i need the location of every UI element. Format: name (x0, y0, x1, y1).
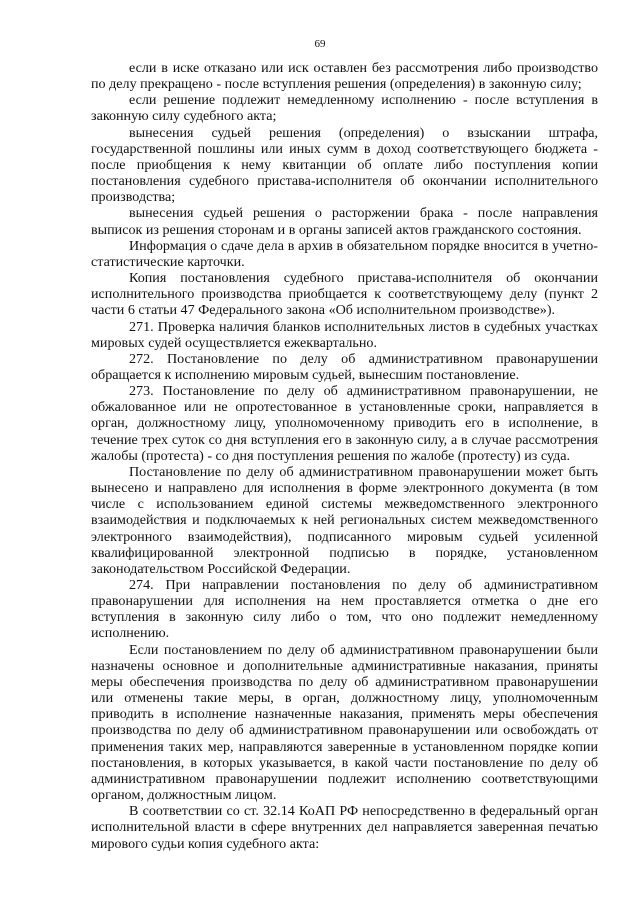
paragraph-bailiff-copy: Копия постановления судебного пристава-исполнителя об окончании исполнительного производства приобщается к соответствующему делу (пункт 2 части 6 статьи 47 Федерального закона «Об исполнительном производстве»). (91, 270, 598, 319)
paragraph-dismissed-claim: если в иске отказано или иск оставлен без рассмотрения либо производство по делу прекращено - после вступления решения (определения) в законную силу; (91, 60, 598, 93)
paragraph-274: 274. При направлении постановления по делу об административном правонарушении для исполнения на нем проставляется отметка о дне его вступления в законную силу либо о том, что оно подлежит немедленному исполнению. (91, 577, 598, 642)
paragraph-additional-penalties: Если постановлением по делу об административном правонарушении были назначены основное и дополнительные административные наказания, приняты меры обеспечения производства по делу об административном правонарушении или отменены такие меры, в орган, должностному лицу, уполномоченным приводить в исполнение назначенные наказания, применять меры обеспечения производства по делу об административном правонарушении или освобождать от применения таких мер, направляются заверенные в установленном порядке копии постановления, в которых указывается, в какой части постановление по делу об административном правонарушении подлежит исполнению соответствующими органом, должностным лицом. (91, 641, 598, 804)
paragraph-271: 271. Проверка наличия бланков исполнительных листов в судебных участках мировых судей осуществляется ежеквартально. (91, 318, 598, 351)
paragraph-archive-info: Информация о сдаче дела в архив в обязательном порядке вносится в учетно-статистические карточки. (91, 237, 598, 270)
paragraph-electronic-document: Постановление по делу об административном правонарушении может быть вынесено и направлено для исполнения в форме электронного документа (в том числе с использованием единой системы межведомственного электронного взаимодействия и подключаемых к ней региональных систем межведомственного электронного взаимодействия), подписанного мировым судьей усиленной квалифицированной электронной подписью в порядке, установленном законодательством Российской Федерации. (91, 463, 598, 577)
paragraph-divorce-decision: вынесения судьей решения о расторжении брака - после направления выписок из решения сторонам и в органы записей актов гражданского состояния. (91, 205, 598, 238)
paragraph-koap-32-14: В соответствии со ст. 32.14 КоАП РФ непосредственно в федеральный орган исполнительной власти в сфере внутренних дел направляется заверенная печатью мирового судьи копия судебного акта: (91, 803, 598, 852)
document-body (91, 60, 598, 852)
page-number: 69 (314, 38, 326, 50)
paragraph-272: 272. Постановление по делу об административном правонарушении обращается к исполнению мировым судьей, вынесшим постановление. (91, 350, 598, 383)
paragraph-fine-collection: вынесения судьей решения (определения) о взыскании штрафа, государственной пошлины или иных сумм в доход соответствующего бюджета - после приобщения к нему квитанции об оплате либо поступления копии постановления судебного пристава-исполнителя об окончании исполнительного производства; (91, 124, 598, 206)
paragraph-immediate-execution: если решение подлежит немедленному исполнению - после вступления в законную силу судебного акта; (91, 92, 598, 125)
paragraph-273: 273. Постановление по делу об административном правонарушении, не обжалованное или не опротестованное в установленные сроки, направляется в орган, должностному лицу, уполномоченному приводить его в исполнение, в течение трех суток со дня вступления его в законную силу, а в случае рассмотрения жалобы (протеста) - со дня поступления решения по жалобе (протесту) из суда. (91, 383, 598, 464)
